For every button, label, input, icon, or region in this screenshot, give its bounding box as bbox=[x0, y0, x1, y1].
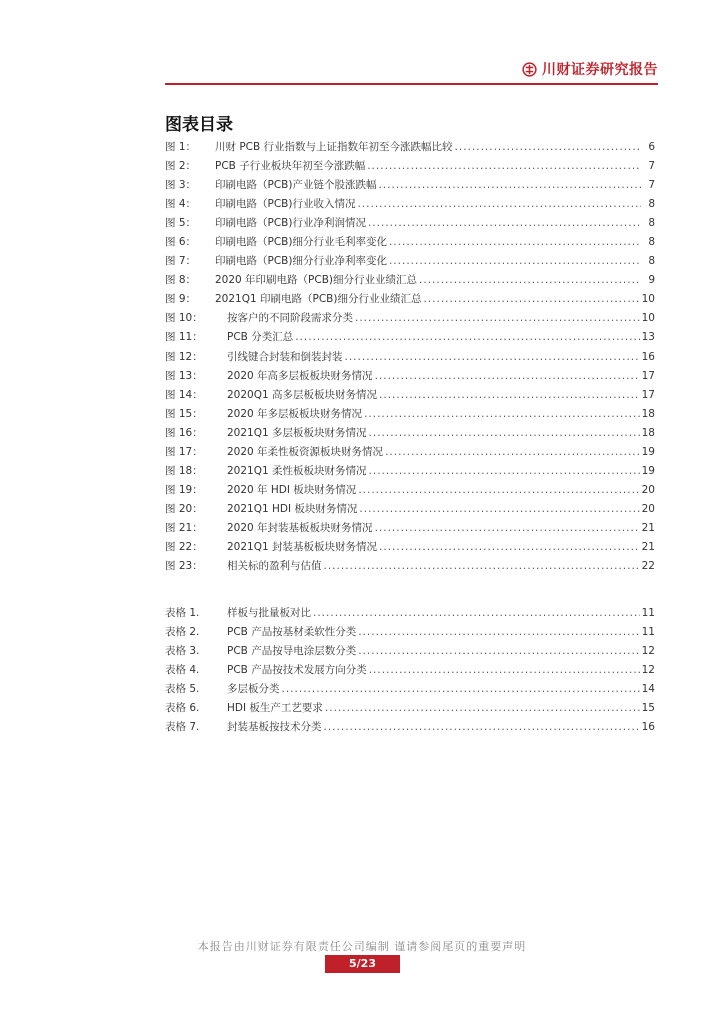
table-toc-row-title: 多层板分类 bbox=[227, 683, 280, 696]
dot-leader bbox=[313, 604, 640, 623]
page-number: 5/23 bbox=[325, 955, 400, 973]
figure-toc-row[interactable] bbox=[165, 405, 655, 424]
dot-leader bbox=[358, 623, 639, 642]
figure-toc-row-title: 2020 年 HDI 板块财务情况 bbox=[227, 483, 357, 496]
table-toc-row[interactable] bbox=[165, 680, 655, 699]
table-toc-row-title: PCB 产品按导电涂层数分类 bbox=[227, 645, 357, 658]
table-toc-row-label: 表格 1. bbox=[165, 607, 200, 619]
brand bbox=[522, 59, 658, 79]
figure-toc-row-entry bbox=[215, 252, 655, 271]
figure-toc-row-page: 8 bbox=[648, 255, 655, 268]
dot-leader bbox=[358, 481, 639, 500]
figure-toc-row-entry bbox=[227, 405, 655, 424]
figure-toc-row-title: 2021Q1 印刷电路（PCB)细分行业业绩汇总 bbox=[215, 293, 422, 306]
figure-toc-row-page: 10 bbox=[641, 312, 655, 325]
figure-toc-row-label: 图 16： bbox=[165, 426, 203, 439]
figure-toc-row-label: 图 2： bbox=[165, 160, 197, 173]
figure-toc-row-label: 图 18： bbox=[165, 464, 203, 477]
figure-toc-row[interactable] bbox=[165, 214, 655, 233]
figure-toc-row[interactable] bbox=[165, 157, 655, 176]
figure-toc-row-label: 图 3： bbox=[165, 179, 197, 192]
table-toc-row-label: 表格 3. bbox=[165, 645, 200, 658]
figure-toc-row-page: 22 bbox=[641, 560, 655, 573]
figure-toc-row-page: 20 bbox=[641, 502, 655, 515]
figure-toc-row-title: 2021Q1 HDI 板块财务情况 bbox=[227, 502, 358, 515]
figure-list bbox=[165, 138, 655, 576]
figure-toc-row-entry bbox=[227, 500, 655, 519]
table-toc-row[interactable] bbox=[165, 604, 655, 623]
figure-toc-row-page: 8 bbox=[648, 198, 655, 211]
figure-toc-row-label: 图 19： bbox=[165, 483, 203, 496]
dot-leader bbox=[368, 214, 641, 233]
dot-leader bbox=[282, 680, 640, 699]
figure-toc-row[interactable] bbox=[165, 233, 655, 252]
figure-toc-row-entry bbox=[227, 538, 655, 557]
figure-toc-row-title: 2020 年印刷电路（PCB)细分行业业绩汇总 bbox=[215, 274, 418, 287]
dot-leader bbox=[295, 328, 639, 347]
table-toc-row-page: 12 bbox=[641, 664, 655, 677]
figure-toc-row[interactable] bbox=[165, 328, 655, 347]
figure-toc-row-title: PCB 子行业板块年初至今涨跌幅 bbox=[215, 160, 366, 173]
figure-toc-row-label: 图 6： bbox=[165, 236, 197, 249]
figure-toc-row-page: 16 bbox=[641, 350, 655, 363]
dot-leader bbox=[355, 309, 640, 328]
table-toc-row-title: 封装基板按技术分类 bbox=[227, 721, 322, 734]
figure-toc-row-label: 图 11： bbox=[165, 331, 203, 344]
figure-toc-row-page: 6 bbox=[648, 141, 655, 153]
figure-toc-row-entry bbox=[215, 195, 655, 214]
figure-toc-row-label: 图 9： bbox=[165, 293, 197, 306]
figure-toc-row-entry bbox=[215, 271, 655, 290]
figure-toc-row-entry bbox=[215, 157, 655, 176]
figure-toc-row-label: 图 23： bbox=[165, 560, 203, 573]
figure-toc-row[interactable] bbox=[165, 367, 655, 386]
dot-leader bbox=[324, 718, 640, 737]
table-toc-row-label: 表格 6. bbox=[165, 702, 200, 715]
table-toc-row-page: 12 bbox=[641, 645, 655, 658]
chuancai-logo-icon bbox=[522, 62, 537, 77]
figure-toc-row-page: 7 bbox=[648, 179, 655, 192]
figure-toc-row-title: 印刷电路（PCB)产业链个股涨跌幅 bbox=[215, 179, 377, 192]
figure-toc-row-entry bbox=[227, 557, 655, 576]
figure-toc-row-entry bbox=[227, 443, 655, 462]
figure-toc-row-label: 图 7： bbox=[165, 255, 197, 268]
figure-toc-row[interactable] bbox=[165, 252, 655, 271]
figure-toc-row[interactable] bbox=[165, 424, 655, 443]
figure-toc-row[interactable] bbox=[165, 271, 655, 290]
toc-title: 图表目录 bbox=[165, 115, 233, 135]
table-list bbox=[165, 604, 655, 737]
table-toc-row-page: 16 bbox=[641, 721, 655, 734]
figure-toc-row[interactable] bbox=[165, 195, 655, 214]
table-toc-row-label: 表格 5. bbox=[165, 683, 200, 696]
dot-leader bbox=[369, 424, 640, 443]
figure-toc-row-entry bbox=[227, 481, 655, 500]
figure-toc-row-page: 10 bbox=[641, 293, 655, 306]
header-divider bbox=[165, 83, 658, 85]
table-toc-row-page: 11 bbox=[641, 626, 655, 639]
dot-leader bbox=[419, 271, 641, 290]
dot-leader bbox=[375, 367, 640, 386]
figure-toc-row-page: 18 bbox=[641, 407, 655, 420]
dot-leader bbox=[375, 519, 640, 538]
figure-toc-row-entry bbox=[215, 233, 655, 252]
footer-disclaimer: 本报告由川财证券有限责任公司编制 谨请参阅尾页的重要声明 bbox=[197, 940, 527, 953]
figure-toc-row-label: 图 14： bbox=[165, 388, 203, 401]
figure-toc-row-entry bbox=[215, 176, 655, 195]
table-toc-row-title: 样板与批量板对比 bbox=[227, 607, 311, 619]
figure-toc-row-entry bbox=[227, 309, 655, 328]
table-toc-row[interactable] bbox=[165, 661, 655, 680]
figure-toc-row-page: 21 bbox=[641, 521, 655, 534]
figure-toc-row[interactable] bbox=[165, 557, 655, 576]
figure-toc-row-label: 图 4： bbox=[165, 198, 197, 211]
table-toc-row[interactable] bbox=[165, 623, 655, 642]
table-toc-row-title: HDI 板生产工艺要求 bbox=[227, 702, 323, 715]
figure-toc-row[interactable] bbox=[165, 443, 655, 462]
page-header bbox=[0, 56, 724, 88]
figure-toc-row-page: 18 bbox=[641, 426, 655, 439]
figure-toc-row-label: 图 10： bbox=[165, 312, 203, 325]
dot-leader bbox=[379, 538, 640, 557]
table-toc-row[interactable] bbox=[165, 642, 655, 661]
dot-leader bbox=[364, 405, 640, 424]
figure-toc-row-title: 印刷电路（PCB)细分行业毛利率变化 bbox=[215, 236, 387, 249]
figure-toc-row-title: 川财 PCB 行业指数与上证指数年初至今涨跌幅比较 bbox=[215, 141, 453, 153]
figure-toc-row-page: 19 bbox=[641, 445, 655, 458]
figure-toc-row-label: 图 1： bbox=[165, 141, 197, 153]
figure-toc-row-page: 9 bbox=[648, 274, 655, 287]
table-toc-row-label: 表格 7. bbox=[165, 721, 200, 734]
table-toc-row[interactable] bbox=[165, 718, 655, 737]
figure-toc-row-label: 图 5： bbox=[165, 217, 197, 230]
figure-toc-row-entry bbox=[215, 214, 655, 233]
dot-leader bbox=[389, 233, 641, 252]
figure-toc-row-entry bbox=[227, 462, 655, 481]
figure-toc-row-label: 图 21： bbox=[165, 521, 203, 534]
dot-leader bbox=[423, 290, 639, 309]
table-toc-row[interactable] bbox=[165, 699, 655, 718]
table-toc-row-page: 14 bbox=[641, 683, 655, 696]
figure-toc-row[interactable] bbox=[165, 481, 655, 500]
figure-toc-row-title: 2021Q1 柔性板板块财务情况 bbox=[227, 464, 367, 477]
figure-toc-row-entry bbox=[215, 138, 655, 157]
table-toc-row-entry bbox=[227, 604, 655, 623]
figure-toc-row-entry bbox=[227, 348, 655, 367]
figure-toc-row[interactable] bbox=[165, 290, 655, 309]
figure-toc-row-entry bbox=[227, 328, 655, 347]
dot-leader bbox=[345, 348, 640, 367]
table-toc-row-page: 11 bbox=[641, 607, 655, 619]
figure-toc-row-page: 8 bbox=[648, 217, 655, 230]
figure-toc-row-title: PCB 分类汇总 bbox=[227, 331, 294, 344]
figure-toc-row-page: 20 bbox=[641, 483, 655, 496]
figure-toc-row[interactable] bbox=[165, 309, 655, 328]
figure-toc-row-page: 7 bbox=[648, 160, 655, 173]
figure-toc-row[interactable] bbox=[165, 500, 655, 519]
dot-leader bbox=[325, 699, 640, 718]
figure-toc-row-entry bbox=[227, 367, 655, 386]
figure-toc-row-title: 按客户的不同阶段需求分类 bbox=[227, 312, 353, 325]
table-toc-row-entry bbox=[227, 699, 655, 718]
dot-leader bbox=[324, 557, 640, 576]
figure-toc-row[interactable] bbox=[165, 348, 655, 367]
figure-toc-row-title: 2020 年多层板板块财务情况 bbox=[227, 407, 363, 420]
figure-toc-row-label: 图 22： bbox=[165, 540, 203, 553]
figure-toc-row-title: 印刷电路（PCB)细分行业净利率变化 bbox=[215, 255, 387, 268]
figure-toc-row-title: 印刷电路（PCB)行业净利润情况 bbox=[215, 217, 366, 230]
dot-leader bbox=[369, 661, 640, 680]
figure-toc-row-label: 图 17： bbox=[165, 445, 203, 458]
figure-toc-row-title: 2021Q1 多层板板块财务情况 bbox=[227, 426, 367, 439]
figure-toc-row-entry bbox=[227, 424, 655, 443]
table-toc-row-label: 表格 4. bbox=[165, 664, 200, 677]
dot-leader bbox=[367, 157, 641, 176]
figure-toc-row-page: 13 bbox=[641, 331, 655, 344]
figure-toc-row-title: 相关标的盈利与估值 bbox=[227, 560, 322, 573]
table-toc-row-label: 表格 2. bbox=[165, 626, 200, 639]
table-toc-row-title: PCB 产品按基材柔软性分类 bbox=[227, 626, 357, 639]
dot-leader bbox=[455, 138, 641, 157]
figure-toc-row[interactable] bbox=[165, 386, 655, 405]
figure-toc-row-label: 图 12： bbox=[165, 350, 203, 363]
figure-toc-row-title: 2021Q1 封装基板板块财务情况 bbox=[227, 540, 378, 553]
figure-toc-row-title: 2020 年高多层板板块财务情况 bbox=[227, 369, 373, 382]
figure-toc-row-page: 21 bbox=[641, 540, 655, 553]
table-toc-row-title: PCB 产品按技术发展方向分类 bbox=[227, 664, 367, 677]
figure-toc-row-title: 2020 年封装基板板块财务情况 bbox=[227, 521, 373, 534]
figure-toc-row-title: 2020 年柔性板资源板块财务情况 bbox=[227, 445, 384, 458]
figure-toc-row-title: 印刷电路（PCB)行业收入情况 bbox=[215, 198, 356, 211]
figure-toc-row-page: 17 bbox=[641, 388, 655, 401]
figure-toc-row-title: 引线键合封装和倒装封装 bbox=[227, 350, 343, 363]
figure-toc-row-page: 17 bbox=[641, 369, 655, 382]
figure-toc-row-label: 图 15： bbox=[165, 407, 203, 420]
figure-toc-row-entry bbox=[227, 519, 655, 538]
figure-toc-row-label: 图 20： bbox=[165, 502, 203, 515]
table-toc-row-entry bbox=[227, 718, 655, 737]
table-toc-row-entry bbox=[227, 661, 655, 680]
figure-toc-row[interactable] bbox=[165, 462, 655, 481]
dot-leader bbox=[358, 642, 639, 661]
dot-leader bbox=[359, 500, 639, 519]
dot-leader bbox=[389, 252, 641, 271]
dot-leader bbox=[357, 195, 641, 214]
figure-toc-row[interactable] bbox=[165, 138, 655, 157]
figure-toc-row-label: 图 13： bbox=[165, 369, 203, 382]
table-toc-row-entry bbox=[227, 642, 655, 661]
figure-toc-row-page: 19 bbox=[641, 464, 655, 477]
dot-leader bbox=[379, 386, 640, 405]
dot-leader bbox=[378, 176, 641, 195]
table-toc-row-page: 15 bbox=[641, 702, 655, 715]
table-toc-row-entry bbox=[227, 623, 655, 642]
figure-toc-row-entry bbox=[227, 386, 655, 405]
figure-toc-row[interactable] bbox=[165, 176, 655, 195]
figure-toc-row-page: 8 bbox=[648, 236, 655, 249]
figure-toc-row-title: 2020Q1 高多层板板块财务情况 bbox=[227, 388, 378, 401]
dot-leader bbox=[385, 443, 640, 462]
figure-toc-row-entry bbox=[215, 290, 655, 309]
figure-toc-row[interactable] bbox=[165, 519, 655, 538]
figure-toc-row[interactable] bbox=[165, 538, 655, 557]
brand-name: 川财证券研究报告 bbox=[542, 62, 658, 78]
dot-leader bbox=[369, 462, 640, 481]
table-toc-row-entry bbox=[227, 680, 655, 699]
figure-toc-row-label: 图 8： bbox=[165, 274, 197, 287]
